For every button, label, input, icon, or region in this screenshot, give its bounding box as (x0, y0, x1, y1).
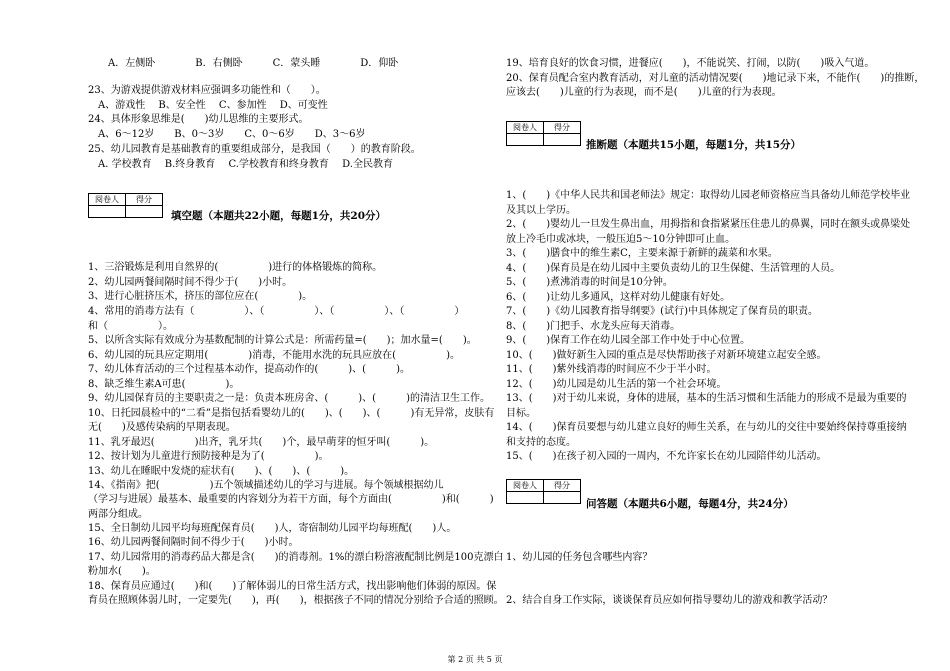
fill-blank-question: 17、幼儿园常用的消毒药品大都是含( )的消毒剂。1%的漂白粉溶液配制比例是100克漂白 (88, 552, 504, 563)
judgement-question: 2、( )婴幼儿一旦发生鼻出血，用拇指和食指紧紧压住患儿的鼻翼，同时在额头或鼻梁处 (506, 219, 911, 230)
fill-blank-question: 1、三浴锻炼是利用自然界的( )进行的体格锻炼的简称。 (88, 262, 383, 273)
judgement-question: 5、( )煮沸消毒的时间是10分钟。 (506, 277, 673, 288)
score-box-fill-blank (88, 193, 163, 218)
fill-blank-question: 13、幼儿在睡眠中发烧的症状有( )、( )、( )。 (88, 466, 355, 477)
grader-cell[interactable] (89, 206, 125, 217)
score-label: 得分 (543, 122, 580, 133)
judgement-question: 10、( )做好新生入园的重点是尽快帮助孩子对新环境建立起安全感。 (506, 350, 827, 361)
grader-label: 阅卷人 (513, 481, 537, 490)
grader-cell[interactable] (507, 492, 543, 503)
section-title-fill-blank: 填空题（本题共22小题，每题1分，共20分） (171, 210, 387, 222)
question-line: A、6～12岁 B、0～3岁 C、0～6岁 D、3～6岁 (98, 129, 366, 140)
score-label: 得分 (543, 480, 580, 491)
judgement-question: 1、( )《中华人民共和国老师法》规定：取得幼儿园老师资格应当具备幼儿师范学校毕业 (506, 190, 911, 201)
fill-blank-question: 8、缺乏维生素A可患( )。 (88, 379, 240, 390)
fill-blank-question: 2、幼儿园两餐间隔时间不得少于( )小时。 (88, 277, 293, 288)
fill-blank-question: 育员在照顾体弱儿时，一定要先( )，再( )，根据孩子不同的情况分别给予合适的照顾。 (88, 595, 504, 606)
fill-blank-question: 和（ ）。 (88, 321, 173, 332)
fill-blank-question: 4、常用的消毒方法有（ ）、（ ）、（ ）、（ ） (88, 306, 465, 317)
fill-blank-question: 16、幼儿园两餐间隔时间不得少于( )小时。 (88, 537, 299, 548)
question-line: A、游戏性 B、安全性 C、参加性 D、可变性 (98, 100, 328, 111)
score-cell[interactable] (543, 492, 580, 503)
grader-label: 阅卷人 (95, 195, 119, 204)
judgement-question: 13、( )对于幼儿来说，身体的进展，基本的生活习惯和生活能力的形成不是最为重要的 (506, 393, 907, 404)
qa-question: 1、幼儿园的任务包含哪些内容？ (506, 552, 653, 563)
score-box-judgement (506, 121, 581, 146)
fill-blank-question: 10、日托园晨检中的“二看”是指包括看婴幼儿的( )、( )、( )有无异常，皮肤有 (88, 408, 495, 419)
judgement-question: 3、( )膳食中的维生素C，主要来源于新鲜的蔬菜和水果。 (506, 248, 778, 259)
judgement-question: 放上冷毛巾或冰块，一般压迫5～10分钟即可止血。 (506, 234, 736, 245)
score-cell[interactable] (543, 134, 580, 145)
fill-blank-question: 9、幼儿园保育员的主要职责之一是：负责本班房舍、( )、( )的清洁卫生工作。 (88, 393, 490, 404)
fill-blank-question: 两部分组成。 (88, 509, 148, 520)
judgement-question: 目标。 (506, 408, 536, 419)
section-title-judgement: 推断题（本题共15小题，每题1分，共15分） (586, 139, 802, 151)
grader-cell[interactable] (507, 134, 543, 145)
fill-blank-question: 应该去( )儿童的行为表现，而不是( )儿童的行为表现。 (506, 87, 782, 98)
score-cell[interactable] (125, 206, 162, 217)
page-footer: 第 2 页 共 5 页 (447, 655, 503, 664)
fill-blank-question: 12、按计划为儿童进行预防接种是为了( )。 (88, 451, 329, 462)
judgement-question: 及其以上学历。 (506, 205, 576, 216)
fill-blank-question: 粉加水( )。 (88, 566, 156, 577)
fill-blank-question: 14、《指南》把( )五个领域描述幼儿的学习与进展。每个领域根据幼儿 (88, 480, 444, 491)
question-line: A．左侧卧 B．右侧卧 C．蒙头睡 D．仰卧 (108, 58, 399, 69)
judgement-question: 4、( )保育员是在幼儿园中主要负责幼儿的卫生保健、生活管理的人员。 (506, 263, 841, 274)
judgement-question: 和支持的态度。 (506, 437, 576, 448)
judgement-question: 12、( )幼儿园是幼儿生活的第一个社会环境。 (506, 379, 727, 390)
question-line: 23、为游戏提供游戏材料应强调多功能性和（ ）。 (88, 85, 326, 96)
fill-blank-question: 3、进行心脏挤压术，挤压的部位应在( )。 (88, 291, 313, 302)
fill-blank-question: （学习与进展）最基本、最重要的内容划分为若干方面，每个方面由( )和( ) (88, 494, 494, 505)
fill-blank-question: 5、以所含实际有效成分为基数配制的计算公式是：所需药量=( )；加水量=( )。 (88, 335, 477, 346)
judgement-question: 9、( )保育工作在幼儿园全部工作中处于中心位置。 (506, 335, 751, 346)
section-title-qa: 问答题（本题共6小题，每题4分，共24分） (586, 498, 794, 510)
judgement-question: 8、( )门把手、水龙头应每天消毒。 (506, 321, 681, 332)
question-line: 25、幼儿园教育是基础教育的重要组成部分，是我国（ ）的教育阶段。 (88, 144, 421, 155)
score-box-qa (506, 479, 581, 504)
judgement-question: 11、( )紫外线消毒的时间应不少于半小时。 (506, 364, 717, 375)
question-line: A. 学校教育 B.终身教育 C.学校教育和终身教育 D.全民教育 (98, 159, 393, 170)
fill-blank-question: 18、保育员应通过( )和( )了解体弱儿的日常生活方式，找出影响他们体弱的原因。保 (88, 581, 497, 592)
judgement-question: 6、( )让幼儿多通风，这样对幼儿健康有好处。 (506, 292, 731, 303)
judgement-question: 14、( )保育员要想与幼儿建立良好的师生关系，在与幼儿的交往中要始终保持尊重接纳 (506, 422, 907, 433)
judgement-question: 7、( )《幼儿园教育指导纲要》(试行)中具体规定了保育员的职责。 (506, 306, 818, 317)
question-line: 24、具体形象思维是( )幼儿思维的主要形式。 (88, 114, 309, 125)
fill-blank-question: 7、幼儿体育活动的三个过程基本动作，提高动作的( )、( )。 (88, 364, 410, 375)
fill-blank-question: 无( )及感传染病的早期表现。 (88, 422, 236, 433)
score-label: 得分 (125, 194, 162, 205)
fill-blank-question: 20、保育员配合室内教育活动，对儿童的活动情况要( )地记录下来，不能作( )的推断， (506, 73, 925, 84)
qa-question: 2、结合自身工作实际，谈谈保育员应如何指导婴幼儿的游戏和教学活动？ (506, 595, 833, 606)
fill-blank-question: 19、培育良好的饮食习惯，进餐应( )，不能说笑、打闹，以防( )吸入气道。 (506, 58, 875, 69)
fill-blank-question: 11、乳牙最迟( )出齐，乳牙共( )个，最早萌芽的恒牙叫( )。 (88, 437, 435, 448)
judgement-question: 15、( )在孩子初入园的一周内，不允许家长在幼儿园陪伴幼儿活动。 (506, 451, 827, 462)
fill-blank-question: 6、幼儿园的玩具应定期用( )消毒，不能用水洗的玩具应放在( )。 (88, 350, 460, 361)
grader-label: 阅卷人 (513, 123, 537, 132)
fill-blank-question: 15、全日制幼儿园平均每班配保育员( )人，寄宿制幼儿园平均每班配( )人。 (88, 523, 457, 534)
